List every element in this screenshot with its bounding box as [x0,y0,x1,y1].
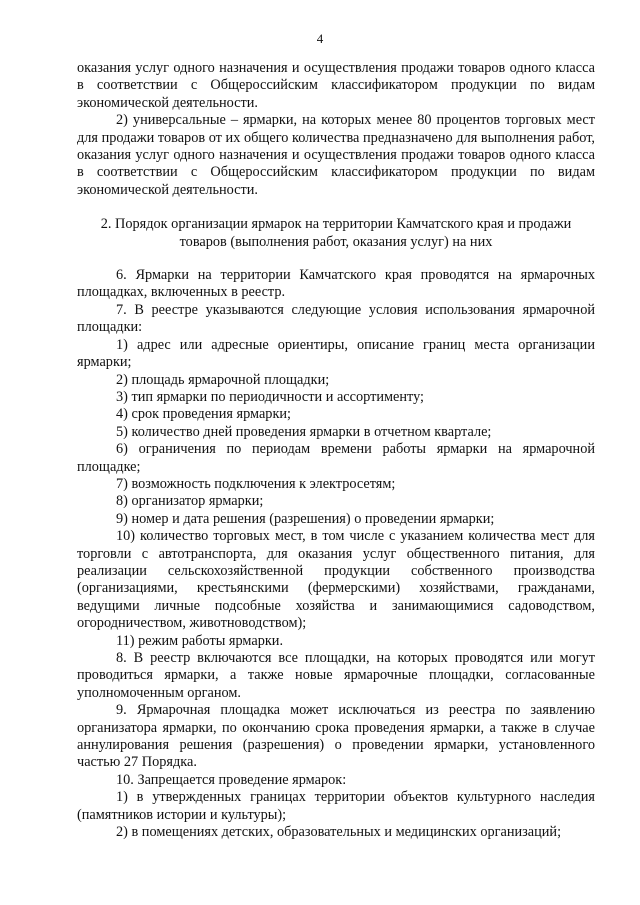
list-item: 1) в утвержденных границах территории объектов культурного наследия (памятников истории и культуры); [77,789,595,823]
list-item: 8) организатор ярмарки; [116,493,264,510]
list-item: 9) номер и дата решения (разрешения) о проведении ярмарки; [116,510,495,527]
list-item: 3) тип ярмарки по периодичности и ассортименту; [116,388,425,405]
list-item: 1) адрес или адресные ориентиры, описание границ места организации ярмарки; [77,336,595,371]
section-heading [77,216,595,251]
paragraph-6: 6. Ярмарки на территории Камчатского края проводятся на ярмарочных площадках, включенных в реестр. [77,267,595,301]
list-item: 6) ограничения по периодам времени работы ярмарки на ярмарочной площадке; [77,441,595,475]
list-item: 5) количество дней проведения ярмарки в отчетном квартале; [116,423,492,440]
list-item: 7) возможность подключения к электросетям; [116,475,396,492]
paragraph-9: 9. Ярмарочная площадка может исключаться из реестра по заявлению организатора ярмарки, по окончанию срока проведения ярмарки, а также в случае аннулирования решения (разрешения) о проведении ярмарки, установленного частью 27 Порядка. [77,702,595,771]
paragraph-10: 10. Запрещается проведение ярмарок: [116,771,347,788]
paragraph-7: 7. В реестре указываются следующие условия использования ярмарочной площадки: [77,301,595,336]
list-item: 2) в помещениях детских, образовательных и медицинских организаций; [116,824,562,841]
page-number: 4 [316,31,324,46]
section-heading-line-2: товаров (выполнения работ, оказания услуг) на них [179,233,493,250]
document-body [77,60,595,841]
paragraph-universal-fairs: 2) универсальные – ярмарки, на которых менее 80 процентов торговых мест для продажи товаров от их общего количества предназначено для выполнения работ, оказания услуг одного назначения и осуществления продажи товаров одного класса в соответствии с Общероссийским классификатором продукции по видам экономической деятельности. [77,112,595,198]
section-heading-line-1: 2. Порядок организации ярмарок на территории Камчатского края и продажи [100,216,572,233]
paragraph-continuation: оказания услуг одного назначения и осуществления продажи товаров одного класса в соответствии с Общероссийским классификатором продукции по видам экономической деятельности. [77,60,595,111]
list-item: 4) срок проведения ярмарки; [116,406,292,423]
paragraph-8: 8. В реестр включаются все площадки, на которых проводятся или могут проводиться ярмарки, а также новые ярмарочные площадки, согласованные уполномоченным органом. [77,650,595,701]
list-item: 10) количество торговых мест, в том числе с указанием количества мест для торговли с автотранспорта, для оказания услуг общественного питания, для реализации сельскохозяйственной продукции собственного производства (организациями, крестьянскими (фермерскими) хозяйствами, гражданами, ведущими личные подсобные хозяйства и занимающимися садоводством, огородничеством, животноводством); [77,528,595,632]
list-item: 11) режим работы ярмарки. [116,632,284,649]
list-item: 2) площадь ярмарочной площадки; [116,371,330,388]
